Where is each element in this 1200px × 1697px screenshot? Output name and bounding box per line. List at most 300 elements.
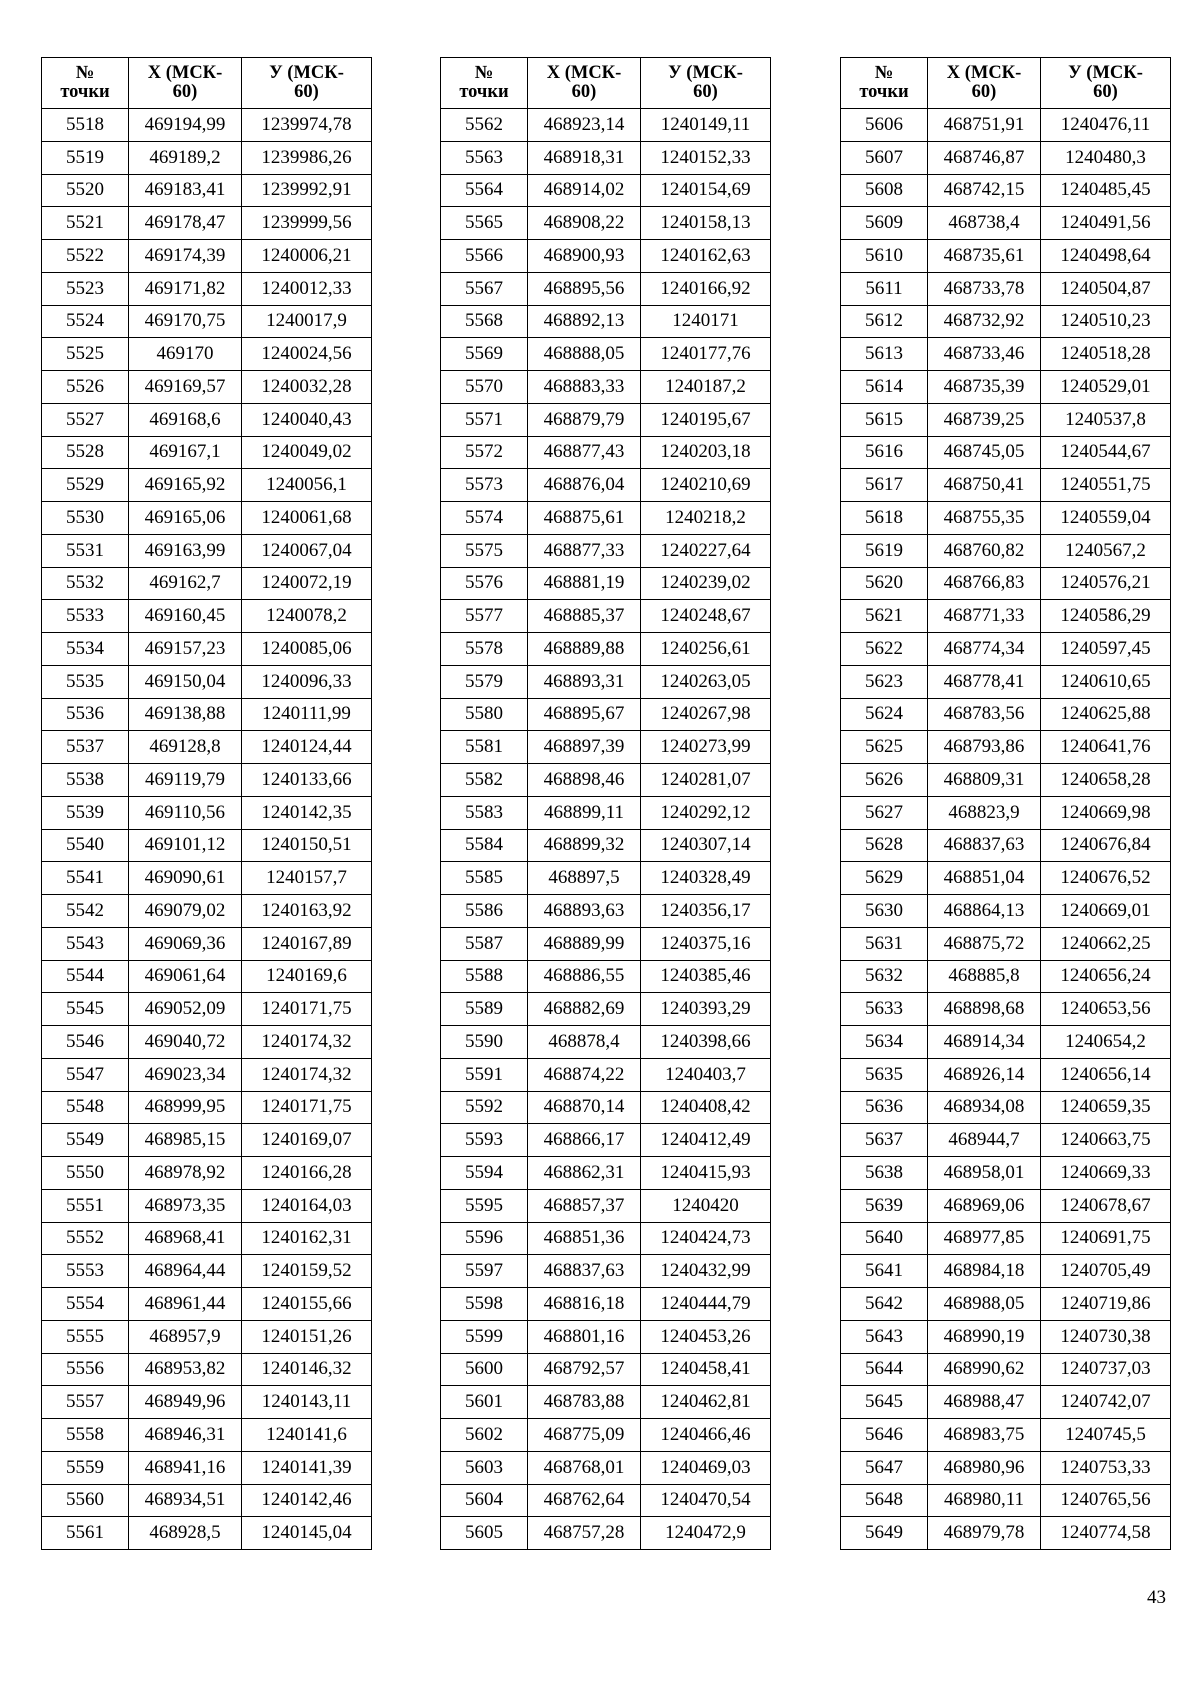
y-coordinate-cell: 1240676,52 <box>1041 862 1171 895</box>
x-coordinate-cell: 469040,72 <box>129 1026 242 1059</box>
table-row <box>841 1255 1171 1288</box>
x-coordinate-cell: 468762,64 <box>528 1484 641 1517</box>
table-row <box>42 567 372 600</box>
y-coordinate-cell: 1240171 <box>641 305 771 338</box>
table-row <box>441 272 771 305</box>
y-coordinate-cell: 1240164,03 <box>242 1189 372 1222</box>
x-coordinate-cell: 469162,7 <box>129 567 242 600</box>
point-number-cell: 5596 <box>441 1222 528 1255</box>
table-row <box>841 502 1171 535</box>
y-coordinate-cell: 1240586,29 <box>1041 600 1171 633</box>
y-coordinate-cell: 1240476,11 <box>1041 109 1171 142</box>
y-coordinate-cell: 1240162,31 <box>242 1222 372 1255</box>
x-coordinate-cell: 469171,82 <box>129 272 242 305</box>
y-coordinate-cell: 1240576,21 <box>1041 567 1171 600</box>
table-header-row <box>441 58 771 109</box>
table-row <box>441 141 771 174</box>
y-coordinate-cell: 1240177,76 <box>641 338 771 371</box>
y-coordinate-cell: 1240210,69 <box>641 469 771 502</box>
y-coordinate-cell: 1240745,5 <box>1041 1419 1171 1452</box>
point-number-cell: 5609 <box>841 207 928 240</box>
x-coordinate-cell: 468984,18 <box>928 1255 1041 1288</box>
table-row <box>42 403 372 436</box>
table-row <box>841 960 1171 993</box>
y-coordinate-cell: 1240659,35 <box>1041 1091 1171 1124</box>
x-coordinate-cell: 468733,46 <box>928 338 1041 371</box>
point-number-cell: 5614 <box>841 371 928 404</box>
x-coordinate-cell: 468983,75 <box>928 1419 1041 1452</box>
table-row <box>841 1189 1171 1222</box>
table-row <box>42 829 372 862</box>
table-row <box>841 1353 1171 1386</box>
point-number-cell: 5521 <box>42 207 129 240</box>
point-number-cell: 5553 <box>42 1255 129 1288</box>
y-coordinate-cell: 1240307,14 <box>641 829 771 862</box>
x-coordinate-cell: 468980,11 <box>928 1484 1041 1517</box>
table-row <box>841 862 1171 895</box>
point-number-cell: 5582 <box>441 764 528 797</box>
header-y-coordinate: У (МСК- 60) <box>641 58 771 109</box>
point-number-cell: 5561 <box>42 1517 129 1550</box>
point-number-cell: 5570 <box>441 371 528 404</box>
point-number-cell: 5549 <box>42 1124 129 1157</box>
x-coordinate-cell: 468900,93 <box>528 240 641 273</box>
y-coordinate-cell: 1239986,26 <box>242 141 372 174</box>
table-header-row <box>841 58 1171 109</box>
x-coordinate-cell: 468735,39 <box>928 371 1041 404</box>
x-coordinate-cell: 469023,34 <box>129 1058 242 1091</box>
y-coordinate-cell: 1240096,33 <box>242 665 372 698</box>
x-coordinate-cell: 468792,57 <box>528 1353 641 1386</box>
point-number-cell: 5637 <box>841 1124 928 1157</box>
table-row <box>841 534 1171 567</box>
x-coordinate-cell: 468888,05 <box>528 338 641 371</box>
table-row <box>441 829 771 862</box>
y-coordinate-cell: 1240462,81 <box>641 1386 771 1419</box>
table-row <box>441 469 771 502</box>
table-row <box>42 1451 372 1484</box>
table-row <box>841 469 1171 502</box>
point-number-cell: 5540 <box>42 829 129 862</box>
table-row <box>42 1058 372 1091</box>
table-row <box>441 1091 771 1124</box>
point-number-cell: 5544 <box>42 960 129 993</box>
point-number-cell: 5588 <box>441 960 528 993</box>
point-number-cell: 5643 <box>841 1320 928 1353</box>
y-coordinate-cell: 1240472,9 <box>641 1517 771 1550</box>
y-coordinate-cell: 1240774,58 <box>1041 1517 1171 1550</box>
x-coordinate-cell: 468977,85 <box>928 1222 1041 1255</box>
point-number-cell: 5569 <box>441 338 528 371</box>
y-coordinate-cell: 1240551,75 <box>1041 469 1171 502</box>
table-row <box>42 1517 372 1550</box>
x-coordinate-cell: 468969,06 <box>928 1189 1041 1222</box>
y-coordinate-cell: 1240412,49 <box>641 1124 771 1157</box>
point-number-cell: 5606 <box>841 109 928 142</box>
x-coordinate-cell: 468738,4 <box>928 207 1041 240</box>
y-coordinate-cell: 1240152,33 <box>641 141 771 174</box>
point-number-cell: 5550 <box>42 1157 129 1190</box>
point-number-cell: 5603 <box>441 1451 528 1484</box>
x-coordinate-cell: 468988,05 <box>928 1288 1041 1321</box>
y-coordinate-cell: 1240654,2 <box>1041 1026 1171 1059</box>
point-number-cell: 5640 <box>841 1222 928 1255</box>
x-coordinate-cell: 468964,44 <box>129 1255 242 1288</box>
point-number-cell: 5593 <box>441 1124 528 1157</box>
y-coordinate-cell: 1240263,05 <box>641 665 771 698</box>
table-row <box>42 1288 372 1321</box>
x-coordinate-cell: 468899,11 <box>528 796 641 829</box>
x-coordinate-cell: 469150,04 <box>129 665 242 698</box>
y-coordinate-cell: 1240166,28 <box>242 1157 372 1190</box>
x-coordinate-cell: 468885,37 <box>528 600 641 633</box>
point-number-cell: 5522 <box>42 240 129 273</box>
y-coordinate-cell: 1240169,07 <box>242 1124 372 1157</box>
table-row <box>42 1222 372 1255</box>
point-number-cell: 5545 <box>42 993 129 1026</box>
point-number-cell: 5577 <box>441 600 528 633</box>
x-coordinate-cell: 468733,78 <box>928 272 1041 305</box>
table-row <box>42 1320 372 1353</box>
point-number-cell: 5632 <box>841 960 928 993</box>
table-row <box>441 174 771 207</box>
y-coordinate-cell: 1240162,63 <box>641 240 771 273</box>
y-coordinate-cell: 1240662,25 <box>1041 927 1171 960</box>
x-coordinate-cell: 468895,67 <box>528 698 641 731</box>
x-coordinate-cell: 468771,33 <box>928 600 1041 633</box>
table-row <box>42 698 372 731</box>
y-coordinate-cell: 1240163,92 <box>242 895 372 928</box>
x-coordinate-cell: 468897,5 <box>528 862 641 895</box>
y-coordinate-cell: 1240658,28 <box>1041 764 1171 797</box>
y-coordinate-cell: 1240415,93 <box>641 1157 771 1190</box>
header-point-number: № точки <box>42 58 129 109</box>
y-coordinate-cell: 1240398,66 <box>641 1026 771 1059</box>
table-row <box>441 207 771 240</box>
y-coordinate-cell: 1240017,9 <box>242 305 372 338</box>
table-row <box>841 1419 1171 1452</box>
table-row <box>841 403 1171 436</box>
y-coordinate-cell: 1240239,02 <box>641 567 771 600</box>
table-row <box>441 1026 771 1059</box>
point-number-cell: 5631 <box>841 927 928 960</box>
table-row <box>841 764 1171 797</box>
table-row <box>42 927 372 960</box>
point-number-cell: 5634 <box>841 1026 928 1059</box>
header-x-coordinate: X (МСК- 60) <box>928 58 1041 109</box>
y-coordinate-cell: 1240504,87 <box>1041 272 1171 305</box>
y-coordinate-cell: 1240174,32 <box>242 1058 372 1091</box>
table-row <box>42 1419 372 1452</box>
point-number-cell: 5595 <box>441 1189 528 1222</box>
point-number-cell: 5642 <box>841 1288 928 1321</box>
table-row <box>841 1058 1171 1091</box>
table-row <box>42 633 372 666</box>
table-row <box>42 1386 372 1419</box>
table-row <box>42 534 372 567</box>
y-coordinate-cell: 1240656,14 <box>1041 1058 1171 1091</box>
x-coordinate-cell: 468885,8 <box>928 960 1041 993</box>
y-coordinate-cell: 1240040,43 <box>242 403 372 436</box>
point-number-cell: 5599 <box>441 1320 528 1353</box>
point-number-cell: 5619 <box>841 534 928 567</box>
point-number-cell: 5518 <box>42 109 129 142</box>
x-coordinate-cell: 468809,31 <box>928 764 1041 797</box>
y-coordinate-cell: 1240049,02 <box>242 436 372 469</box>
x-coordinate-cell: 468864,13 <box>928 895 1041 928</box>
y-coordinate-cell: 1240141,39 <box>242 1451 372 1484</box>
table-row <box>441 633 771 666</box>
table-row <box>441 796 771 829</box>
point-number-cell: 5613 <box>841 338 928 371</box>
table-row <box>441 534 771 567</box>
y-coordinate-cell: 1240470,54 <box>641 1484 771 1517</box>
table-row <box>42 1026 372 1059</box>
point-number-cell: 5566 <box>441 240 528 273</box>
point-number-cell: 5552 <box>42 1222 129 1255</box>
x-coordinate-cell: 468801,16 <box>528 1320 641 1353</box>
y-coordinate-cell: 1240485,45 <box>1041 174 1171 207</box>
x-coordinate-cell: 468851,04 <box>928 862 1041 895</box>
x-coordinate-cell: 468742,15 <box>928 174 1041 207</box>
point-number-cell: 5620 <box>841 567 928 600</box>
y-coordinate-cell: 1240218,2 <box>641 502 771 535</box>
x-coordinate-cell: 468774,34 <box>928 633 1041 666</box>
point-number-cell: 5532 <box>42 567 129 600</box>
y-coordinate-cell: 1240385,46 <box>641 960 771 993</box>
y-coordinate-cell: 1240141,6 <box>242 1419 372 1452</box>
y-coordinate-cell: 1240453,26 <box>641 1320 771 1353</box>
point-number-cell: 5604 <box>441 1484 528 1517</box>
y-coordinate-cell: 1240669,01 <box>1041 895 1171 928</box>
point-number-cell: 5630 <box>841 895 928 928</box>
point-number-cell: 5551 <box>42 1189 129 1222</box>
x-coordinate-cell: 468745,05 <box>928 436 1041 469</box>
x-coordinate-cell: 468857,37 <box>528 1189 641 1222</box>
point-number-cell: 5580 <box>441 698 528 731</box>
y-coordinate-cell: 1240518,28 <box>1041 338 1171 371</box>
table-row <box>441 698 771 731</box>
table-row <box>42 796 372 829</box>
table-row <box>841 698 1171 731</box>
y-coordinate-cell: 1240024,56 <box>242 338 372 371</box>
x-coordinate-cell: 468928,5 <box>129 1517 242 1550</box>
y-coordinate-cell: 1240012,33 <box>242 272 372 305</box>
table-row <box>441 1124 771 1157</box>
x-coordinate-cell: 468778,41 <box>928 665 1041 698</box>
y-coordinate-cell: 1240567,2 <box>1041 534 1171 567</box>
x-coordinate-cell: 468751,91 <box>928 109 1041 142</box>
point-number-cell: 5573 <box>441 469 528 502</box>
table-row <box>841 993 1171 1026</box>
x-coordinate-cell: 469090,61 <box>129 862 242 895</box>
point-number-cell: 5526 <box>42 371 129 404</box>
table-row <box>441 1451 771 1484</box>
y-coordinate-cell: 1240256,61 <box>641 633 771 666</box>
table-row <box>841 796 1171 829</box>
y-coordinate-cell: 1240171,75 <box>242 993 372 1026</box>
y-coordinate-cell: 1240432,99 <box>641 1255 771 1288</box>
table-row <box>441 600 771 633</box>
point-number-cell: 5539 <box>42 796 129 829</box>
x-coordinate-cell: 468893,31 <box>528 665 641 698</box>
table-row <box>42 174 372 207</box>
point-number-cell: 5635 <box>841 1058 928 1091</box>
table-row <box>441 305 771 338</box>
x-coordinate-cell: 468978,92 <box>129 1157 242 1190</box>
point-number-cell: 5556 <box>42 1353 129 1386</box>
table-row <box>841 436 1171 469</box>
point-number-cell: 5622 <box>841 633 928 666</box>
y-coordinate-cell: 1240124,44 <box>242 731 372 764</box>
x-coordinate-cell: 469194,99 <box>129 109 242 142</box>
point-number-cell: 5559 <box>42 1451 129 1484</box>
x-coordinate-cell: 468837,63 <box>528 1255 641 1288</box>
point-number-cell: 5579 <box>441 665 528 698</box>
point-number-cell: 5533 <box>42 600 129 633</box>
point-number-cell: 5567 <box>441 272 528 305</box>
x-coordinate-cell: 468878,4 <box>528 1026 641 1059</box>
y-coordinate-cell: 1240203,18 <box>641 436 771 469</box>
x-coordinate-cell: 468816,18 <box>528 1288 641 1321</box>
x-coordinate-cell: 468876,04 <box>528 469 641 502</box>
y-coordinate-cell: 1240143,11 <box>242 1386 372 1419</box>
point-number-cell: 5607 <box>841 141 928 174</box>
y-coordinate-cell: 1240149,11 <box>641 109 771 142</box>
point-number-cell: 5572 <box>441 436 528 469</box>
x-coordinate-cell: 468783,56 <box>928 698 1041 731</box>
x-coordinate-cell: 468886,55 <box>528 960 641 993</box>
point-number-cell: 5594 <box>441 1157 528 1190</box>
header-y-coordinate: У (МСК- 60) <box>1041 58 1171 109</box>
x-coordinate-cell: 468760,82 <box>928 534 1041 567</box>
point-number-cell: 5537 <box>42 731 129 764</box>
point-number-cell: 5611 <box>841 272 928 305</box>
y-coordinate-cell: 1240145,04 <box>242 1517 372 1550</box>
y-coordinate-cell: 1240705,49 <box>1041 1255 1171 1288</box>
header-point-number: № точки <box>441 58 528 109</box>
table-row <box>841 665 1171 698</box>
point-number-cell: 5591 <box>441 1058 528 1091</box>
point-number-cell: 5625 <box>841 731 928 764</box>
y-coordinate-cell: 1240133,66 <box>242 764 372 797</box>
x-coordinate-cell: 468883,33 <box>528 371 641 404</box>
y-coordinate-cell: 1240480,3 <box>1041 141 1171 174</box>
table-row <box>841 1386 1171 1419</box>
y-coordinate-cell: 1240742,07 <box>1041 1386 1171 1419</box>
table-row <box>841 240 1171 273</box>
point-number-cell: 5555 <box>42 1320 129 1353</box>
y-coordinate-cell: 1240166,92 <box>641 272 771 305</box>
y-coordinate-cell: 1240444,79 <box>641 1288 771 1321</box>
point-number-cell: 5530 <box>42 502 129 535</box>
y-coordinate-cell: 1240730,38 <box>1041 1320 1171 1353</box>
x-coordinate-cell: 468979,78 <box>928 1517 1041 1550</box>
table-row <box>42 502 372 535</box>
x-coordinate-cell: 469163,99 <box>129 534 242 567</box>
point-number-cell: 5554 <box>42 1288 129 1321</box>
point-number-cell: 5644 <box>841 1353 928 1386</box>
y-coordinate-cell: 1240174,32 <box>242 1026 372 1059</box>
table-row <box>441 1288 771 1321</box>
y-coordinate-cell: 1240154,69 <box>641 174 771 207</box>
y-coordinate-cell: 1240403,7 <box>641 1058 771 1091</box>
y-coordinate-cell: 1240393,29 <box>641 993 771 1026</box>
x-coordinate-cell: 469052,09 <box>129 993 242 1026</box>
point-number-cell: 5583 <box>441 796 528 829</box>
point-number-cell: 5598 <box>441 1288 528 1321</box>
point-number-cell: 5633 <box>841 993 928 1026</box>
x-coordinate-cell: 468875,72 <box>928 927 1041 960</box>
y-coordinate-cell: 1240248,67 <box>641 600 771 633</box>
y-coordinate-cell: 1240610,65 <box>1041 665 1171 698</box>
point-number-cell: 5581 <box>441 731 528 764</box>
x-coordinate-cell: 468990,19 <box>928 1320 1041 1353</box>
table-row <box>441 1484 771 1517</box>
table-row <box>42 1255 372 1288</box>
y-coordinate-cell: 1240656,24 <box>1041 960 1171 993</box>
y-coordinate-cell: 1239999,56 <box>242 207 372 240</box>
table-row <box>42 338 372 371</box>
x-coordinate-cell: 469069,36 <box>129 927 242 960</box>
y-coordinate-cell: 1240737,03 <box>1041 1353 1171 1386</box>
table-row <box>441 927 771 960</box>
table-row <box>441 371 771 404</box>
x-coordinate-cell: 468934,08 <box>928 1091 1041 1124</box>
x-coordinate-cell: 468881,19 <box>528 567 641 600</box>
point-number-cell: 5542 <box>42 895 129 928</box>
x-coordinate-cell: 468899,32 <box>528 829 641 862</box>
x-coordinate-cell: 468898,46 <box>528 764 641 797</box>
table-row <box>841 600 1171 633</box>
table-row <box>841 829 1171 862</box>
table-row <box>42 305 372 338</box>
header-y-coordinate: У (МСК- 60) <box>242 58 372 109</box>
y-coordinate-cell: 1240653,56 <box>1041 993 1171 1026</box>
table-row <box>441 1222 771 1255</box>
point-number-cell: 5628 <box>841 829 928 862</box>
x-coordinate-cell: 468923,14 <box>528 109 641 142</box>
table-row <box>42 141 372 174</box>
table-row <box>841 1026 1171 1059</box>
y-coordinate-cell: 1240146,32 <box>242 1353 372 1386</box>
point-number-cell: 5584 <box>441 829 528 862</box>
x-coordinate-cell: 468732,92 <box>928 305 1041 338</box>
y-coordinate-cell: 1240078,2 <box>242 600 372 633</box>
point-number-cell: 5565 <box>441 207 528 240</box>
y-coordinate-cell: 1240544,67 <box>1041 436 1171 469</box>
table-row <box>441 1255 771 1288</box>
x-coordinate-cell: 468944,7 <box>928 1124 1041 1157</box>
point-number-cell: 5629 <box>841 862 928 895</box>
y-coordinate-cell: 1240171,75 <box>242 1091 372 1124</box>
header-x-coordinate: X (МСК- 60) <box>528 58 641 109</box>
x-coordinate-cell: 468941,16 <box>129 1451 242 1484</box>
table-row <box>841 174 1171 207</box>
x-coordinate-cell: 468973,35 <box>129 1189 242 1222</box>
table-row <box>441 109 771 142</box>
table-row <box>841 1157 1171 1190</box>
x-coordinate-cell: 468750,41 <box>928 469 1041 502</box>
table-row <box>441 764 771 797</box>
x-coordinate-cell: 468877,43 <box>528 436 641 469</box>
point-number-cell: 5646 <box>841 1419 928 1452</box>
y-coordinate-cell: 1240408,42 <box>641 1091 771 1124</box>
point-number-cell: 5645 <box>841 1386 928 1419</box>
point-number-cell: 5587 <box>441 927 528 960</box>
table-row <box>841 1288 1171 1321</box>
y-coordinate-cell: 1240169,6 <box>242 960 372 993</box>
